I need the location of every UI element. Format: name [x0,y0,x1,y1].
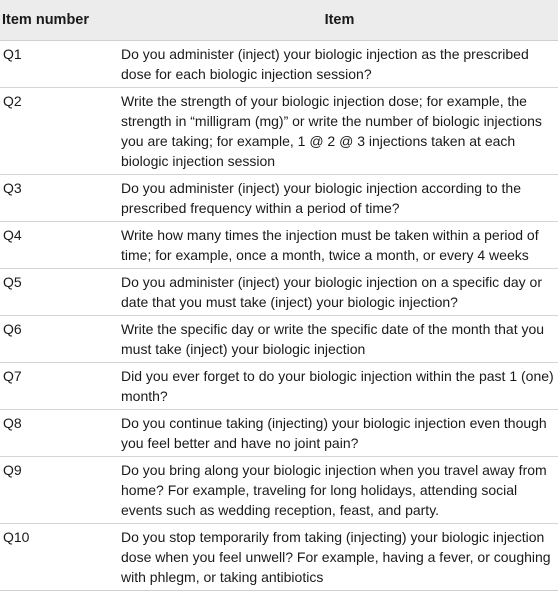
table-row-q3 [0,175,558,222]
item-text-cell: Do you continue taking (injecting) your biologic injection even though you feel better and have no joint pain? [121,410,558,457]
item-text-cell: Do you administer (inject) your biologic injection according to the prescribed frequency within a period of time? [121,175,558,222]
table-row-q6 [0,316,558,363]
item-text-cell: Do you stop temporarily from taking (injecting) your biologic injection dose when you feel unwell? For example, having a fever, or coughing with phlegm, or taking antibiotics [121,524,558,591]
item-text-cell: Did you ever forget to do your biologic injection within the past 1 (one) month? [121,363,558,410]
item-number-cell: Q4 [0,222,121,269]
item-text-cell: Write the specific day or write the specific date of the month that you must take (inject) your biologic injection [121,316,558,363]
item-number-cell: Q2 [0,88,121,175]
item-text-cell: Write how many times the injection must be taken within a period of time; for example, once a month, twice a month, or every 4 weeks [121,222,558,269]
table-body [0,41,558,591]
item-number-cell: Q7 [0,363,121,410]
table-row-q2 [0,88,558,175]
item-number-cell: Q8 [0,410,121,457]
table-row-q5 [0,269,558,316]
header-item: Item [121,0,558,41]
item-number-cell: Q3 [0,175,121,222]
table-row-q4 [0,222,558,269]
item-number-cell: Q9 [0,457,121,524]
item-number-cell: Q1 [0,41,121,88]
table-header [0,0,558,41]
item-number-cell: Q6 [0,316,121,363]
item-text-cell: Do you bring along your biologic injection when you travel away from home? For example, traveling for long holidays, attending social events such as wedding reception, feast, and party. [121,457,558,524]
table-row-q9 [0,457,558,524]
item-number-cell: Q10 [0,524,121,591]
table-row-q10 [0,524,558,591]
item-text-cell: Do you administer (inject) your biologic injection on a specific day or date that you must take (inject) your biologic injection? [121,269,558,316]
table-row-q8 [0,410,558,457]
item-text-cell: Do you administer (inject) your biologic injection as the prescribed dose for each biologic injection session? [121,41,558,88]
header-item-number: Item number [0,0,121,41]
item-text-cell: Write the strength of your biologic injection dose; for example, the strength in “milligram (mg)” or write the number of biologic injections you are taking; for example, 1 @ 2 @ 3 injections taken at each biologic injection session [121,88,558,175]
item-number-cell: Q5 [0,269,121,316]
table-row-q1 [0,41,558,88]
header-row [0,0,558,41]
table-row-q7 [0,363,558,410]
